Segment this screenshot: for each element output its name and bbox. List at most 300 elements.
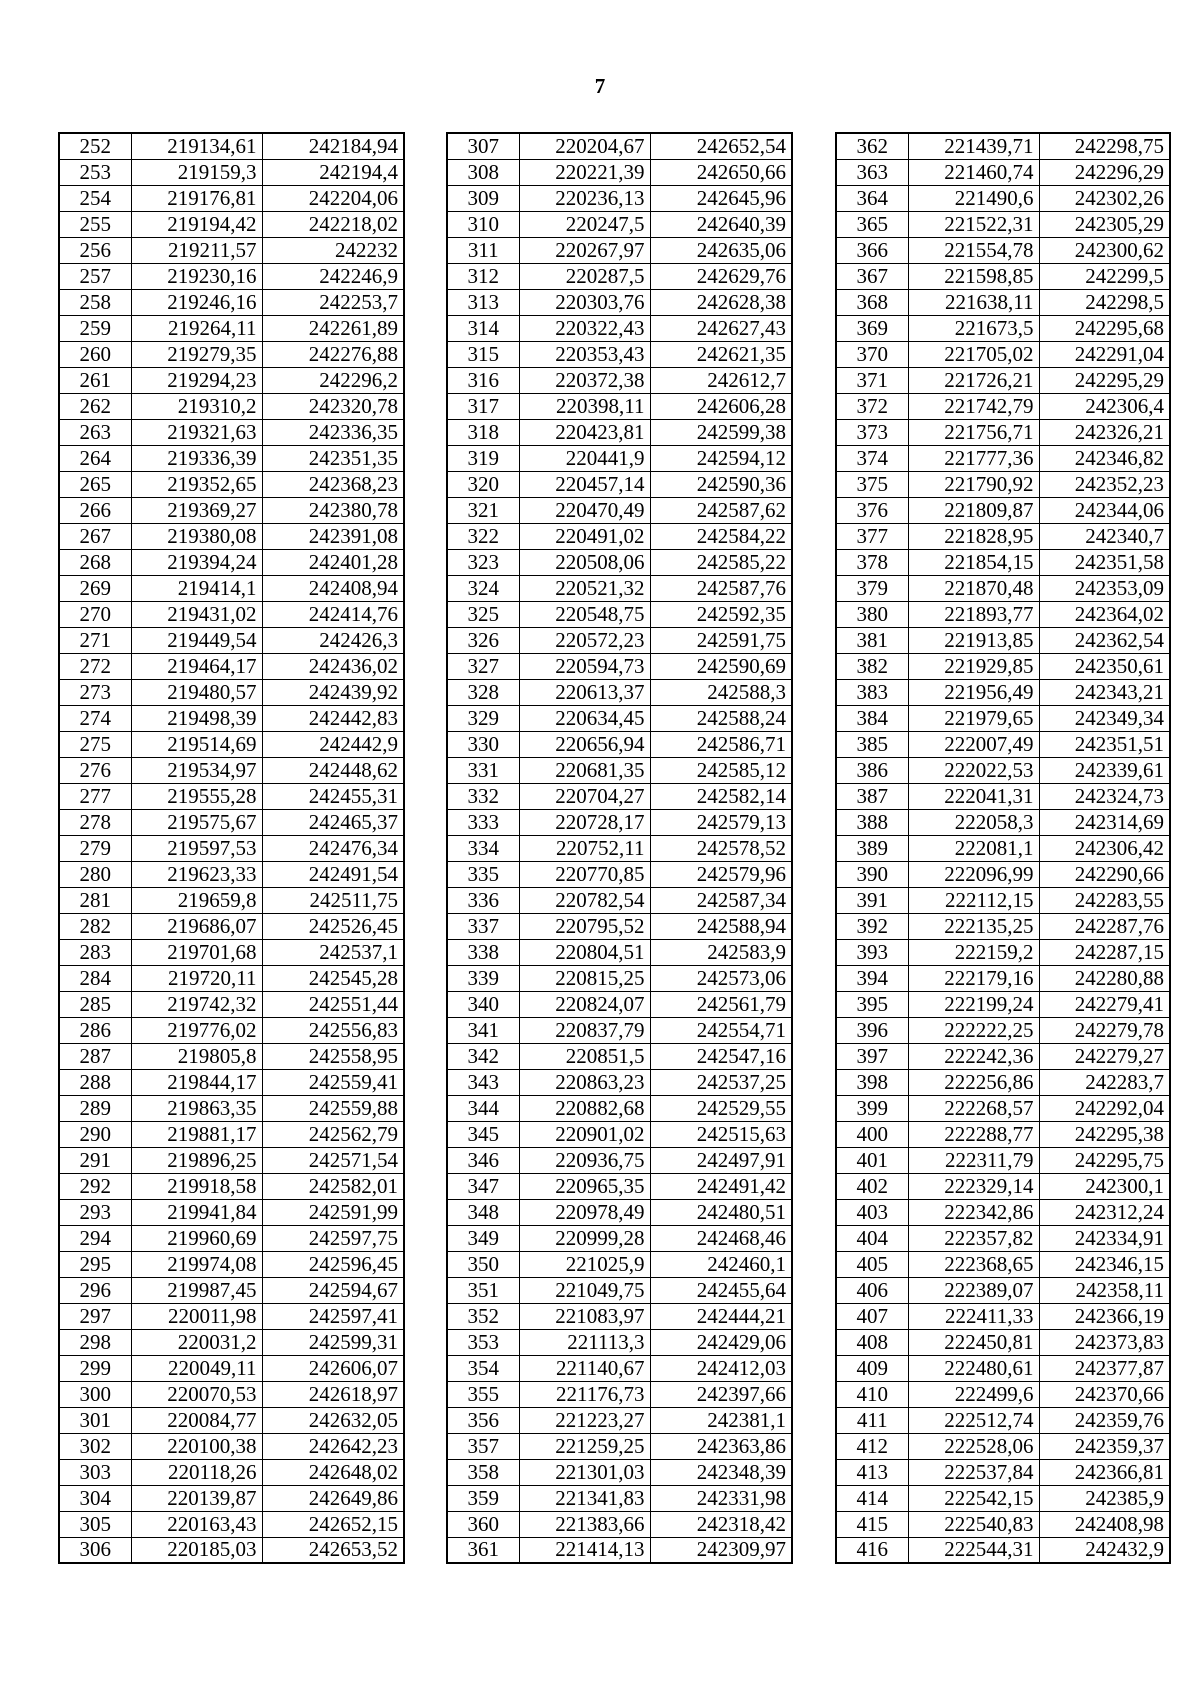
x-coordinate: 219134,61: [131, 133, 262, 159]
point-number: 388: [836, 809, 908, 835]
point-number: 402: [836, 1173, 908, 1199]
y-coordinate: 242559,41: [262, 1069, 404, 1095]
point-number: 399: [836, 1095, 908, 1121]
x-coordinate: 220287,5: [519, 263, 650, 289]
point-number: 286: [59, 1017, 131, 1043]
table-row: [447, 1381, 792, 1407]
point-number: 270: [59, 601, 131, 627]
x-coordinate: 222058,3: [908, 809, 1039, 835]
x-coordinate: 221913,85: [908, 627, 1039, 653]
x-coordinate: 222081,1: [908, 835, 1039, 861]
y-coordinate: 242204,06: [262, 185, 404, 211]
x-coordinate: 220303,76: [519, 289, 650, 315]
point-number: 326: [447, 627, 519, 653]
point-number: 293: [59, 1199, 131, 1225]
point-number: 297: [59, 1303, 131, 1329]
y-coordinate: 242276,88: [262, 341, 404, 367]
x-coordinate: 220204,67: [519, 133, 650, 159]
y-coordinate: 242554,71: [650, 1017, 792, 1043]
x-coordinate: 222537,84: [908, 1459, 1039, 1485]
table-row: [447, 1303, 792, 1329]
y-coordinate: 242652,15: [262, 1511, 404, 1537]
y-coordinate: 242351,35: [262, 445, 404, 471]
point-number: 337: [447, 913, 519, 939]
point-number: 356: [447, 1407, 519, 1433]
y-coordinate: 242558,95: [262, 1043, 404, 1069]
point-number: 340: [447, 991, 519, 1017]
x-coordinate: 221025,9: [519, 1251, 650, 1277]
point-number: 327: [447, 653, 519, 679]
y-coordinate: 242306,42: [1039, 835, 1170, 861]
table-row: [836, 1329, 1170, 1355]
y-coordinate: 242232: [262, 237, 404, 263]
point-number: 374: [836, 445, 908, 471]
y-coordinate: 242279,41: [1039, 991, 1170, 1017]
x-coordinate: 220470,49: [519, 497, 650, 523]
table-row: [836, 1355, 1170, 1381]
table-row: [836, 705, 1170, 731]
point-number: 376: [836, 497, 908, 523]
y-coordinate: 242300,62: [1039, 237, 1170, 263]
table-row: [836, 497, 1170, 523]
table-row: [59, 1511, 404, 1537]
table-row: [59, 1277, 404, 1303]
table-row: [447, 159, 792, 185]
x-coordinate: 220681,35: [519, 757, 650, 783]
y-coordinate: 242287,76: [1039, 913, 1170, 939]
y-coordinate: 242559,88: [262, 1095, 404, 1121]
y-coordinate: 242640,39: [650, 211, 792, 237]
y-coordinate: 242442,83: [262, 705, 404, 731]
x-coordinate: 219701,68: [131, 939, 262, 965]
x-coordinate: 219960,69: [131, 1225, 262, 1251]
table-row: [447, 471, 792, 497]
table-row: [836, 1381, 1170, 1407]
y-coordinate: 242561,79: [650, 991, 792, 1017]
point-number: 325: [447, 601, 519, 627]
table-row: [59, 133, 404, 159]
point-number: 375: [836, 471, 908, 497]
point-number: 298: [59, 1329, 131, 1355]
table-row: [59, 419, 404, 445]
x-coordinate: 222368,65: [908, 1251, 1039, 1277]
table-row: [447, 887, 792, 913]
x-coordinate: 222544,31: [908, 1537, 1039, 1563]
y-coordinate: 242436,02: [262, 653, 404, 679]
y-coordinate: 242287,15: [1039, 939, 1170, 965]
table-row: [836, 731, 1170, 757]
y-coordinate: 242599,31: [262, 1329, 404, 1355]
table-row: [447, 133, 792, 159]
y-coordinate: 242363,86: [650, 1433, 792, 1459]
table-row: [447, 731, 792, 757]
table-row: [59, 783, 404, 809]
table-row: [447, 1459, 792, 1485]
y-coordinate: 242632,05: [262, 1407, 404, 1433]
table-row: [836, 1433, 1170, 1459]
table-row: [447, 315, 792, 341]
table-row: [447, 1043, 792, 1069]
table-row: [59, 263, 404, 289]
point-number: 403: [836, 1199, 908, 1225]
y-coordinate: 242468,46: [650, 1225, 792, 1251]
x-coordinate: 220634,45: [519, 705, 650, 731]
y-coordinate: 242562,79: [262, 1121, 404, 1147]
table-row: [59, 1225, 404, 1251]
x-coordinate: 221726,21: [908, 367, 1039, 393]
y-coordinate: 242460,1: [650, 1251, 792, 1277]
y-coordinate: 242385,9: [1039, 1485, 1170, 1511]
x-coordinate: 221113,3: [519, 1329, 650, 1355]
y-coordinate: 242545,28: [262, 965, 404, 991]
x-coordinate: 221929,85: [908, 653, 1039, 679]
table-row: [836, 1095, 1170, 1121]
table-row: [59, 809, 404, 835]
table-row: [836, 601, 1170, 627]
table-row: [836, 367, 1170, 393]
x-coordinate: 222342,86: [908, 1199, 1039, 1225]
table-row: [59, 861, 404, 887]
y-coordinate: 242627,43: [650, 315, 792, 341]
x-coordinate: 220978,49: [519, 1199, 650, 1225]
table-row: [59, 1459, 404, 1485]
x-coordinate: 220795,52: [519, 913, 650, 939]
x-coordinate: 220901,02: [519, 1121, 650, 1147]
y-coordinate: 242597,75: [262, 1225, 404, 1251]
table-row: [447, 1199, 792, 1225]
x-coordinate: 220521,32: [519, 575, 650, 601]
table-row: [447, 1511, 792, 1537]
x-coordinate: 221854,15: [908, 549, 1039, 575]
y-coordinate: 242579,13: [650, 809, 792, 835]
point-number: 353: [447, 1329, 519, 1355]
y-coordinate: 242606,07: [262, 1355, 404, 1381]
table-row: [447, 783, 792, 809]
point-number: 255: [59, 211, 131, 237]
x-coordinate: 219498,39: [131, 705, 262, 731]
x-coordinate: 222256,86: [908, 1069, 1039, 1095]
x-coordinate: 221439,71: [908, 133, 1039, 159]
point-number: 261: [59, 367, 131, 393]
y-coordinate: 242300,1: [1039, 1173, 1170, 1199]
x-coordinate: 219863,35: [131, 1095, 262, 1121]
table-row: [59, 341, 404, 367]
y-coordinate: 242373,83: [1039, 1329, 1170, 1355]
table-row: [836, 809, 1170, 835]
x-coordinate: 219321,63: [131, 419, 262, 445]
x-coordinate: 219659,8: [131, 887, 262, 913]
table-row: [836, 783, 1170, 809]
x-coordinate: 220837,79: [519, 1017, 650, 1043]
y-coordinate: 242408,94: [262, 575, 404, 601]
point-number: 362: [836, 133, 908, 159]
page-number: 7: [594, 74, 606, 98]
x-coordinate: 220185,03: [131, 1537, 262, 1563]
point-number: 272: [59, 653, 131, 679]
table-row: [59, 471, 404, 497]
x-coordinate: 220070,53: [131, 1381, 262, 1407]
y-coordinate: 242491,54: [262, 861, 404, 887]
x-coordinate: 220815,25: [519, 965, 650, 991]
x-coordinate: 220084,77: [131, 1407, 262, 1433]
x-coordinate: 220728,17: [519, 809, 650, 835]
table-row: [836, 1407, 1170, 1433]
point-number: 273: [59, 679, 131, 705]
point-number: 284: [59, 965, 131, 991]
point-number: 355: [447, 1381, 519, 1407]
x-coordinate: 220031,2: [131, 1329, 262, 1355]
x-coordinate: 220491,02: [519, 523, 650, 549]
point-number: 382: [836, 653, 908, 679]
point-number: 350: [447, 1251, 519, 1277]
table-row: [836, 1485, 1170, 1511]
y-coordinate: 242299,5: [1039, 263, 1170, 289]
table-row: [59, 367, 404, 393]
point-number: 266: [59, 497, 131, 523]
table-row: [447, 263, 792, 289]
point-number: 315: [447, 341, 519, 367]
x-coordinate: 221383,66: [519, 1511, 650, 1537]
table-row: [59, 913, 404, 939]
y-coordinate: 242292,04: [1039, 1095, 1170, 1121]
point-number: 412: [836, 1433, 908, 1459]
table-row: [447, 809, 792, 835]
x-coordinate: 221638,11: [908, 289, 1039, 315]
table-row: [59, 1433, 404, 1459]
y-coordinate: 242578,52: [650, 835, 792, 861]
x-coordinate: 219310,2: [131, 393, 262, 419]
x-coordinate: 219294,23: [131, 367, 262, 393]
y-coordinate: 242346,82: [1039, 445, 1170, 471]
point-number: 324: [447, 575, 519, 601]
point-number: 301: [59, 1407, 131, 1433]
point-number: 336: [447, 887, 519, 913]
x-coordinate: 221705,02: [908, 341, 1039, 367]
table-row: [59, 1017, 404, 1043]
table-row: [447, 835, 792, 861]
x-coordinate: 221083,97: [519, 1303, 650, 1329]
table-row: [836, 419, 1170, 445]
x-coordinate: 219597,53: [131, 835, 262, 861]
table-row: [59, 835, 404, 861]
point-number: 408: [836, 1329, 908, 1355]
y-coordinate: 242586,71: [650, 731, 792, 757]
x-coordinate: 220163,43: [131, 1511, 262, 1537]
x-coordinate: 221673,5: [908, 315, 1039, 341]
x-coordinate: 221828,95: [908, 523, 1039, 549]
y-coordinate: 242295,29: [1039, 367, 1170, 393]
point-number: 320: [447, 471, 519, 497]
point-number: 394: [836, 965, 908, 991]
x-coordinate: 221223,27: [519, 1407, 650, 1433]
point-number: 292: [59, 1173, 131, 1199]
y-coordinate: 242306,4: [1039, 393, 1170, 419]
table-row: [59, 523, 404, 549]
point-number: 384: [836, 705, 908, 731]
point-number: 347: [447, 1173, 519, 1199]
point-number: 413: [836, 1459, 908, 1485]
y-coordinate: 242455,64: [650, 1277, 792, 1303]
x-coordinate: 222022,53: [908, 757, 1039, 783]
y-coordinate: 242309,97: [650, 1537, 792, 1563]
y-coordinate: 242298,5: [1039, 289, 1170, 315]
table-row: [836, 991, 1170, 1017]
x-coordinate: 219480,57: [131, 679, 262, 705]
x-coordinate: 221259,25: [519, 1433, 650, 1459]
table-row: [59, 159, 404, 185]
table-row: [59, 1199, 404, 1225]
y-coordinate: 242547,16: [650, 1043, 792, 1069]
y-coordinate: 242253,7: [262, 289, 404, 315]
table-row: [836, 1173, 1170, 1199]
x-coordinate: 219686,07: [131, 913, 262, 939]
x-coordinate: 220594,73: [519, 653, 650, 679]
table-row: [447, 1329, 792, 1355]
table-row: [836, 1017, 1170, 1043]
x-coordinate: 219449,54: [131, 627, 262, 653]
y-coordinate: 242537,25: [650, 1069, 792, 1095]
point-number: 352: [447, 1303, 519, 1329]
point-number: 339: [447, 965, 519, 991]
x-coordinate: 221742,79: [908, 393, 1039, 419]
point-number: 331: [447, 757, 519, 783]
x-coordinate: 219575,67: [131, 809, 262, 835]
point-number: 359: [447, 1485, 519, 1511]
x-coordinate: 222542,15: [908, 1485, 1039, 1511]
point-number: 304: [59, 1485, 131, 1511]
y-coordinate: 242412,03: [650, 1355, 792, 1381]
table-row: [59, 601, 404, 627]
point-number: 386: [836, 757, 908, 783]
point-number: 283: [59, 939, 131, 965]
table-row: [447, 965, 792, 991]
y-coordinate: 242537,1: [262, 939, 404, 965]
table-row: [836, 523, 1170, 549]
point-number: 252: [59, 133, 131, 159]
y-coordinate: 242556,83: [262, 1017, 404, 1043]
y-coordinate: 242408,98: [1039, 1511, 1170, 1537]
y-coordinate: 242429,06: [650, 1329, 792, 1355]
y-coordinate: 242359,37: [1039, 1433, 1170, 1459]
x-coordinate: 220267,97: [519, 237, 650, 263]
y-coordinate: 242476,34: [262, 835, 404, 861]
y-coordinate: 242442,9: [262, 731, 404, 757]
table-row: [447, 861, 792, 887]
table-row: [447, 1069, 792, 1095]
point-number: 346: [447, 1147, 519, 1173]
x-coordinate: 220851,5: [519, 1043, 650, 1069]
table-row: [59, 627, 404, 653]
y-coordinate: 242295,68: [1039, 315, 1170, 341]
point-number: 404: [836, 1225, 908, 1251]
x-coordinate: 220613,37: [519, 679, 650, 705]
x-coordinate: 219987,45: [131, 1277, 262, 1303]
y-coordinate: 242585,22: [650, 549, 792, 575]
point-number: 411: [836, 1407, 908, 1433]
x-coordinate: 220457,14: [519, 471, 650, 497]
point-number: 259: [59, 315, 131, 341]
y-coordinate: 242444,21: [650, 1303, 792, 1329]
table-row: [836, 965, 1170, 991]
x-coordinate: 219742,32: [131, 991, 262, 1017]
table-row: [59, 1173, 404, 1199]
y-coordinate: 242612,7: [650, 367, 792, 393]
point-number: 330: [447, 731, 519, 757]
point-number: 280: [59, 861, 131, 887]
table-row: [447, 575, 792, 601]
point-number: 415: [836, 1511, 908, 1537]
point-number: 364: [836, 185, 908, 211]
y-coordinate: 242283,7: [1039, 1069, 1170, 1095]
table-row: [836, 575, 1170, 601]
y-coordinate: 242642,23: [262, 1433, 404, 1459]
y-coordinate: 242426,3: [262, 627, 404, 653]
y-coordinate: 242588,94: [650, 913, 792, 939]
point-number: 343: [447, 1069, 519, 1095]
x-coordinate: 219176,81: [131, 185, 262, 211]
table-row: [59, 289, 404, 315]
point-number: 383: [836, 679, 908, 705]
y-coordinate: 242618,97: [262, 1381, 404, 1407]
y-coordinate: 242280,88: [1039, 965, 1170, 991]
table-row: [447, 497, 792, 523]
point-number: 378: [836, 549, 908, 575]
y-coordinate: 242587,76: [650, 575, 792, 601]
table-row: [59, 679, 404, 705]
point-number: 300: [59, 1381, 131, 1407]
y-coordinate: 242590,36: [650, 471, 792, 497]
point-number: 311: [447, 237, 519, 263]
point-number: 254: [59, 185, 131, 211]
y-coordinate: 242336,35: [262, 419, 404, 445]
table-row: [59, 237, 404, 263]
x-coordinate: 221301,03: [519, 1459, 650, 1485]
table-row: [59, 497, 404, 523]
y-coordinate: 242497,91: [650, 1147, 792, 1173]
table-row: [447, 1407, 792, 1433]
x-coordinate: 220804,51: [519, 939, 650, 965]
x-coordinate: 220100,38: [131, 1433, 262, 1459]
y-coordinate: 242359,76: [1039, 1407, 1170, 1433]
table-row: [447, 1173, 792, 1199]
table-row: [447, 601, 792, 627]
point-number: 414: [836, 1485, 908, 1511]
y-coordinate: 242380,78: [262, 497, 404, 523]
x-coordinate: 222499,6: [908, 1381, 1039, 1407]
point-number: 342: [447, 1043, 519, 1069]
table-row: [447, 991, 792, 1017]
y-coordinate: 242480,51: [650, 1199, 792, 1225]
x-coordinate: 222179,16: [908, 965, 1039, 991]
y-coordinate: 242370,66: [1039, 1381, 1170, 1407]
y-coordinate: 242343,21: [1039, 679, 1170, 705]
y-coordinate: 242261,89: [262, 315, 404, 341]
table-row: [447, 289, 792, 315]
y-coordinate: 242629,76: [650, 263, 792, 289]
point-number: 268: [59, 549, 131, 575]
point-number: 309: [447, 185, 519, 211]
y-coordinate: 242448,62: [262, 757, 404, 783]
y-coordinate: 242650,66: [650, 159, 792, 185]
y-coordinate: 242358,11: [1039, 1277, 1170, 1303]
point-number: 334: [447, 835, 519, 861]
x-coordinate: 221140,67: [519, 1355, 650, 1381]
table-row: [836, 757, 1170, 783]
x-coordinate: 219211,57: [131, 237, 262, 263]
y-coordinate: 242515,63: [650, 1121, 792, 1147]
table-row: [447, 1433, 792, 1459]
table-row: [59, 315, 404, 341]
